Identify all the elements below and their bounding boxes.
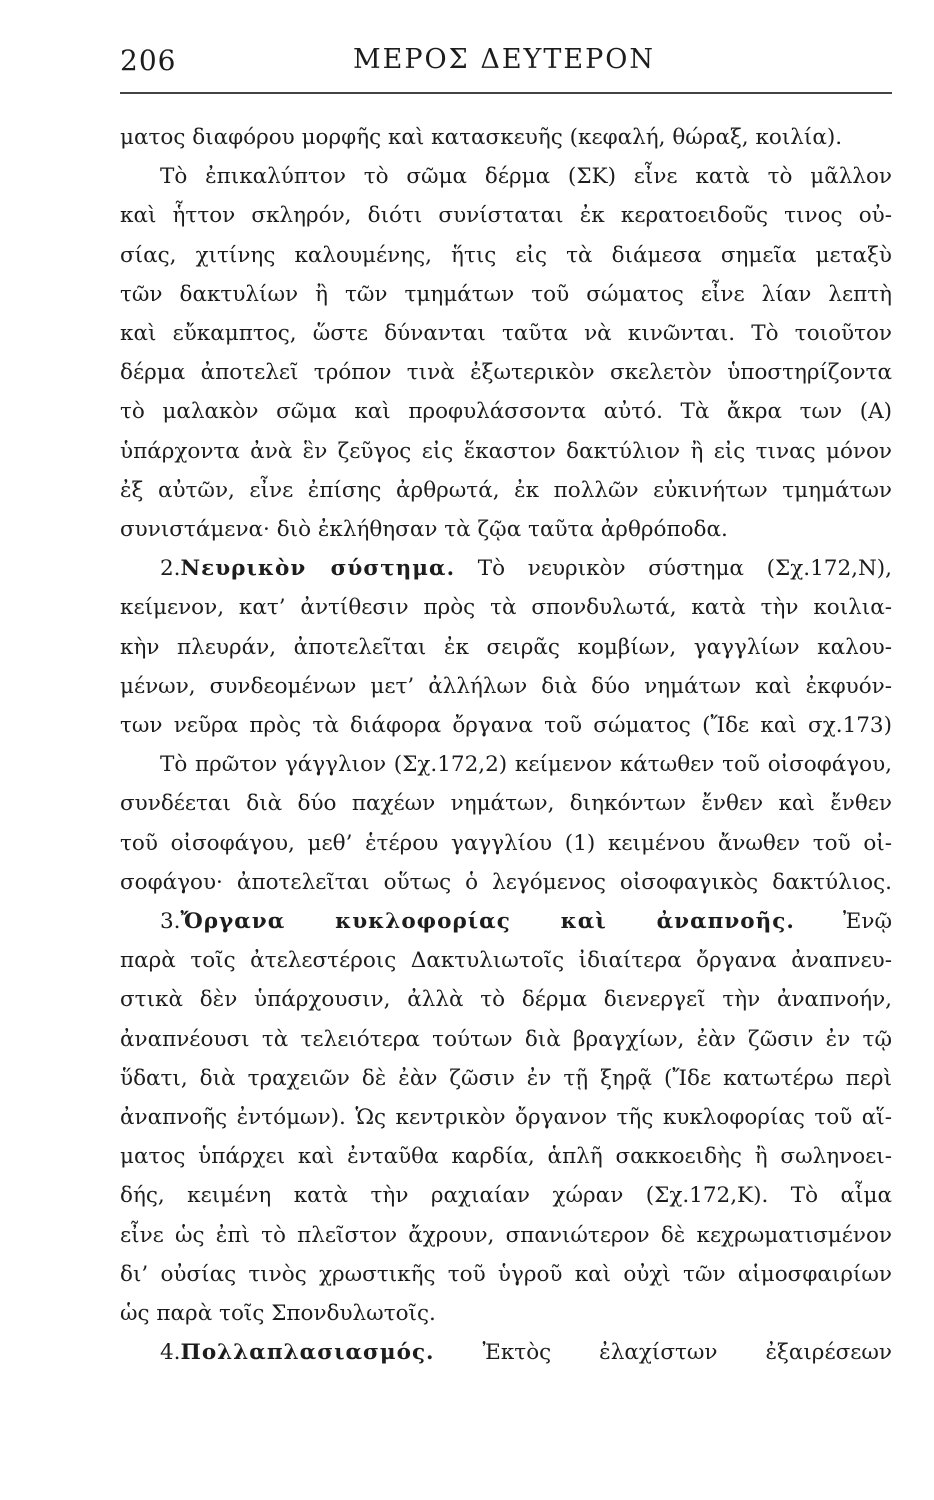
text-line [120,510,892,549]
line-text: ἀναπνέουσι τὰ τελειότερα τούτων διὰ βραγχίων, ἐὰν ζῶσιν ἐν τῷ [120,1026,892,1052]
line-text: σοφάγου· ἀποτελεῖται οὕτως ὁ λεγόμενος οἰσοφαγικὸς δακτύλιος. [120,869,892,895]
text-line [120,784,892,823]
line-text: κείμενον, κατ’ ἀντίθεσιν πρὸς τὰ σπονδυλωτά, κατὰ τὴν κοιλια- [120,595,892,621]
line-text: Ἐκτὸς ἐλαχίστων ἐξαιρέσεων [482,1340,892,1366]
text-line [120,745,892,784]
section-number: 2. [160,556,181,582]
line-text: παρὰ τοῖς ἀτελεστέροις Δακτυλιωτοῖς ἰδιαίτερα ὄργανα ἀναπνευ- [120,948,892,974]
text-line [120,706,892,745]
section-heading: Πολλαπλασιασμός. [180,1340,435,1366]
text-line [120,628,892,667]
line-text: ἀναπνοῆς ἐντόμων). Ὡς κεντρικὸν ὄργανον τῆς κυκλοφορίας τοῦ αἵ- [120,1105,892,1131]
line-text: εἶνε ὡς ἐπὶ τὸ πλεῖστον ἄχρουν, σπανιώτερον δὲ κεχρωματισμένον [120,1222,892,1248]
line-text: δής, κειμένη κατὰ τὴν ραχιαίαν χώραν (Σχ.172,Κ). Τὸ αἷμα [120,1183,892,1209]
text-line [120,432,892,471]
line-text: μένων, συνδεομένων μετ’ ἀλλήλων διὰ δύο νημάτων καὶ ἐκφυόν- [120,673,892,699]
text-line [120,392,892,431]
running-head: ΜΕΡΟΣ ΔΕΥΤΕΡΟΝ [352,44,655,75]
line-text: δι’ οὐσίας τινὸς χρωστικῆς τοῦ ὑγροῦ καὶ οὐχὶ τῶν αἱμοσφαιρίων [120,1261,892,1287]
body-text [120,118,892,1373]
text-line [120,1294,892,1333]
line-text: ὕδατι, διὰ τραχειῶν δὲ ἐὰν ζῶσιν ἐν τῇ ξηρᾷ (Ἴδε κατωτέρω περὶ [120,1065,892,1091]
text-line [120,667,892,706]
text-line [120,236,892,275]
line-text: καὶ ἧττον σκληρόν, διότι συνίσταται ἐκ κερατοειδοῦς τινος οὐ- [120,203,892,229]
text-line [120,863,892,902]
section-number: 4. [160,1340,181,1366]
line-text: στικὰ δὲν ὑπάρχουσιν, ἀλλὰ τὸ δέρμα διενεργεῖ τὴν ἀναπνοήν, [120,987,892,1013]
page-number: 206 [120,44,177,77]
text-line [120,157,892,196]
text-line [120,1059,892,1098]
text-line [120,824,892,863]
section-heading-line [120,549,892,588]
line-text: Τὸ πρῶτον γάγγλιον (Σχ.172,2) κείμενον κάτωθεν τοῦ οἰσοφάγου, [160,752,892,778]
line-text: σίας, χιτίνης καλουμένης, ἥτις εἰς τὰ διάμεσα σημεῖα μεταξὺ [120,242,892,268]
line-text: δέρμα ἀποτελεῖ τρόπον τινὰ ἐξωτερικὸν σκελετὸν ὑποστηρίζοντα [120,360,892,386]
text-line [120,275,892,314]
line-text: τοῦ οἰσοφάγου, μεθ’ ἑτέρου γαγγλίου (1) κειμένου ἄνωθεν τοῦ οἰ- [120,830,892,856]
text-line [120,118,892,157]
text-line [120,980,892,1019]
text-line [120,314,892,353]
text-line [120,1020,892,1059]
section-heading-line [120,902,892,941]
line-text: τὸ μαλακὸν σῶμα καὶ προφυλάσσοντα αὐτό. Τὰ ἄκρα των (Α) [120,399,892,425]
line-text: Τὸ ἐπικαλύπτον τὸ σῶμα δέρμα (ΣΚ) εἶνε κατὰ τὸ μᾶλλον [160,164,892,190]
line-text: καὶ εὔκαμπτος, ὥστε δύνανται ταῦτα νὰ κινῶνται. Τὸ τοιοῦτον [120,321,892,347]
page-header [120,44,888,84]
line-text: συνδέεται διὰ δύο παχέων νημάτων, διηκόντων ἔνθεν καὶ ἔνθεν [120,791,892,817]
text-line [120,941,892,980]
text-line [120,588,892,627]
text-line [120,1216,892,1255]
line-text: τῶν δακτυλίων ἢ τῶν τμημάτων τοῦ σώματος εἶνε λίαν λεπτὴ [120,281,892,307]
line-text: κὴν πλευράν, ἀποτελεῖται ἐκ σειρᾶς κομβίων, γαγγλίων καλου- [120,634,892,660]
line-text: των νεῦρα πρὸς τὰ διάφορα ὄργανα τοῦ σώματος (Ἴδε καὶ σχ.173) [120,713,892,739]
section-heading: Ὄργανα κυκλοφορίας καὶ ἀναπνοῆς. [180,909,795,935]
line-text: ὡς παρὰ τοῖς Σπονδυλωτοῖς. [120,1301,436,1327]
text-line [120,1098,892,1137]
text-line [120,1255,892,1294]
text-line [120,353,892,392]
line-text: Τὸ νευρικὸν σύστημα (Σχ.172,Ν), [477,556,892,582]
line-text: συνιστάμενα· διὸ ἐκλήθησαν τὰ ζῷα ταῦτα ἀρθρόποδα. [120,517,728,543]
line-text: Ἐνῷ [843,909,892,935]
text-line [120,1176,892,1215]
section-heading-line [120,1333,892,1372]
line-text: ματος ὑπάρχει καὶ ἐνταῦθα καρδία, ἁπλῆ σακκοειδὴς ἢ σωληνοει- [120,1144,892,1170]
line-text: ὑπάρχοντα ἀνὰ ἓν ζεῦγος εἰς ἕκαστον δακτύλιον ἢ εἰς τινας μόνον [120,438,892,464]
text-line [120,196,892,235]
text-line [120,1137,892,1176]
header-rule [120,92,892,94]
section-heading: Νευρικὸν σύστημα. [180,556,456,582]
text-line [120,471,892,510]
line-text: ἐξ αὐτῶν, εἶνε ἐπίσης ἀρθρωτά, ἐκ πολλῶν εὐκινήτων τμημάτων [120,477,892,503]
line-text: ματος διαφόρου μορφῆς καὶ κατασκευῆς (κεφαλή, θώραξ, κοιλία). [120,125,843,150]
section-number: 3. [160,909,181,935]
